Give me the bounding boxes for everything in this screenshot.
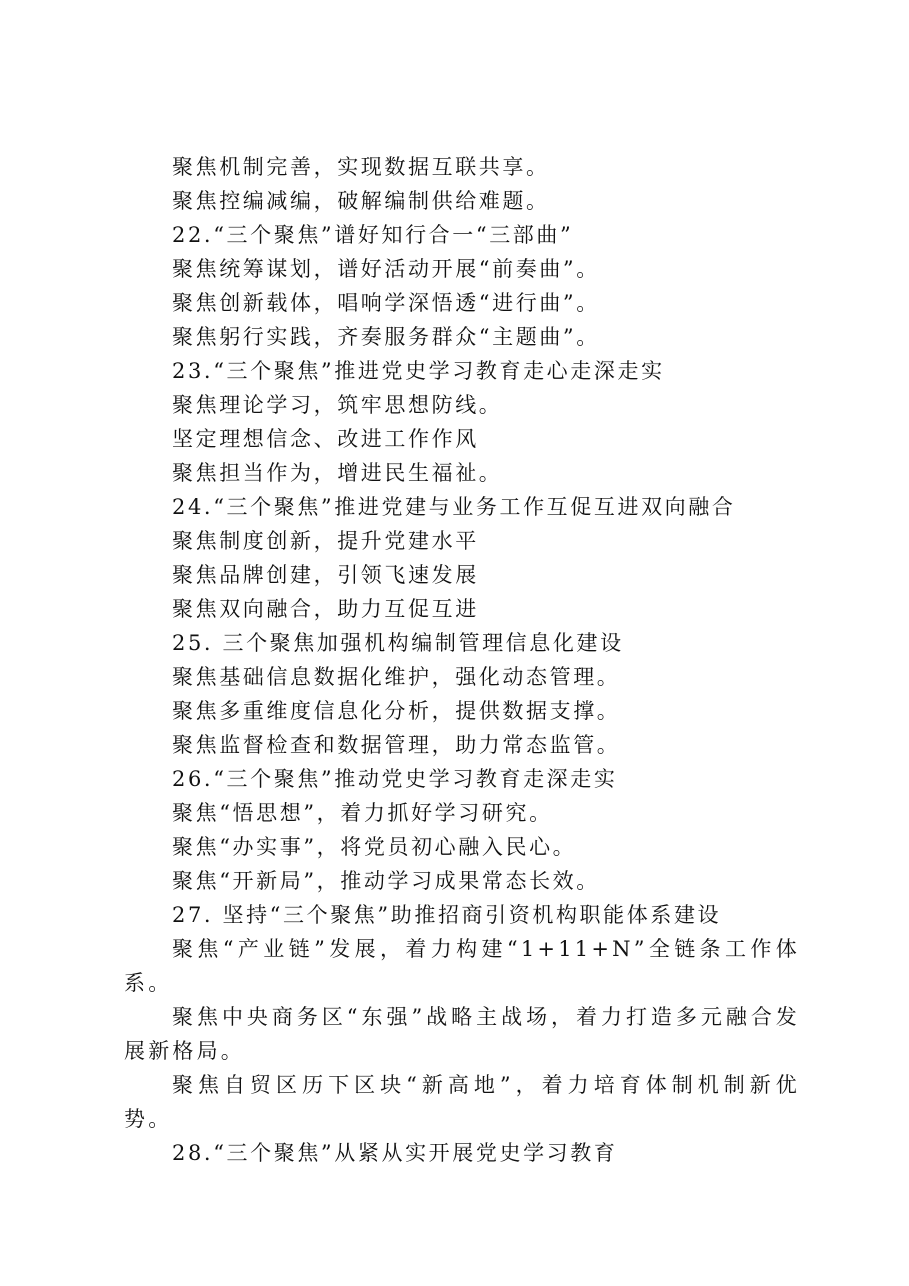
text-line: 聚焦制度创新，提升党建水平 (172, 529, 479, 553)
paragraph: 聚焦自贸区历下区块“新高地”，着力培育体制机制新优势。 (124, 1073, 800, 1131)
document-body (124, 150, 800, 1170)
text-line: 聚焦监督检查和数据管理，助力常态监管。 (172, 733, 621, 757)
text-line: 聚焦“办实事”，将党员初心融入民心。 (172, 835, 577, 859)
text-line: 聚焦创新载体，唱响学深悟透“进行曲”。 (172, 291, 600, 315)
text-line: 聚焦“悟思想”，着力抓好学习研究。 (172, 801, 553, 825)
text-line: 聚焦品牌创建，引领飞速发展 (172, 563, 479, 587)
text-line: 聚焦基础信息数据化维护，强化动态管理。 (172, 665, 621, 689)
text-line: 坚定理想信念、改进工作作风 (172, 427, 479, 451)
text-line: 聚焦躬行实践，齐奏服务群众“主题曲”。 (172, 325, 600, 349)
section-heading: 26.“三个聚焦”推动党史学习教育走深走实 (172, 767, 618, 791)
paragraph: 聚焦“产业链”发展，着力构建“1+11+N”全链条工作体系。 (124, 937, 800, 995)
section-heading: 23.“三个聚焦”推进党史学习教育走心走深走实 (172, 359, 665, 383)
text-line: 聚焦双向融合，助力互促互进 (172, 597, 479, 621)
text-line: 聚焦多重维度信息化分析，提供数据支撑。 (172, 699, 621, 723)
text-line: 聚焦控编减编，破解编制供给难题。 (172, 189, 550, 213)
section-heading: 22.“三个聚焦”谱好知行合一“三部曲” (172, 223, 574, 247)
section-heading: 25. 三个聚焦加强机构编制管理信息化建设 (172, 631, 624, 655)
text-line: 聚焦“开新局”，推动学习成果常态长效。 (172, 869, 600, 893)
section-heading: 27. 坚持“三个聚焦”助推招商引资机构职能体系建设 (172, 903, 722, 927)
text-line: 聚焦机制完善，实现数据互联共享。 (172, 155, 550, 179)
section-heading: 28.“三个聚焦”从紧从实开展党史学习教育 (172, 1141, 618, 1165)
text-line: 聚焦担当作为，增进民生福祉。 (172, 461, 503, 485)
text-line: 聚焦统筹谋划，谱好活动开展“前奏曲”。 (172, 257, 600, 281)
section-heading: 24.“三个聚焦”推进党建与业务工作互促互进双向融合 (172, 495, 736, 519)
paragraph: 聚焦中央商务区“东强”战略主战场，着力打造多元融合发展新格局。 (124, 1005, 800, 1063)
text-line: 聚焦理论学习，筑牢思想防线。 (172, 393, 503, 417)
